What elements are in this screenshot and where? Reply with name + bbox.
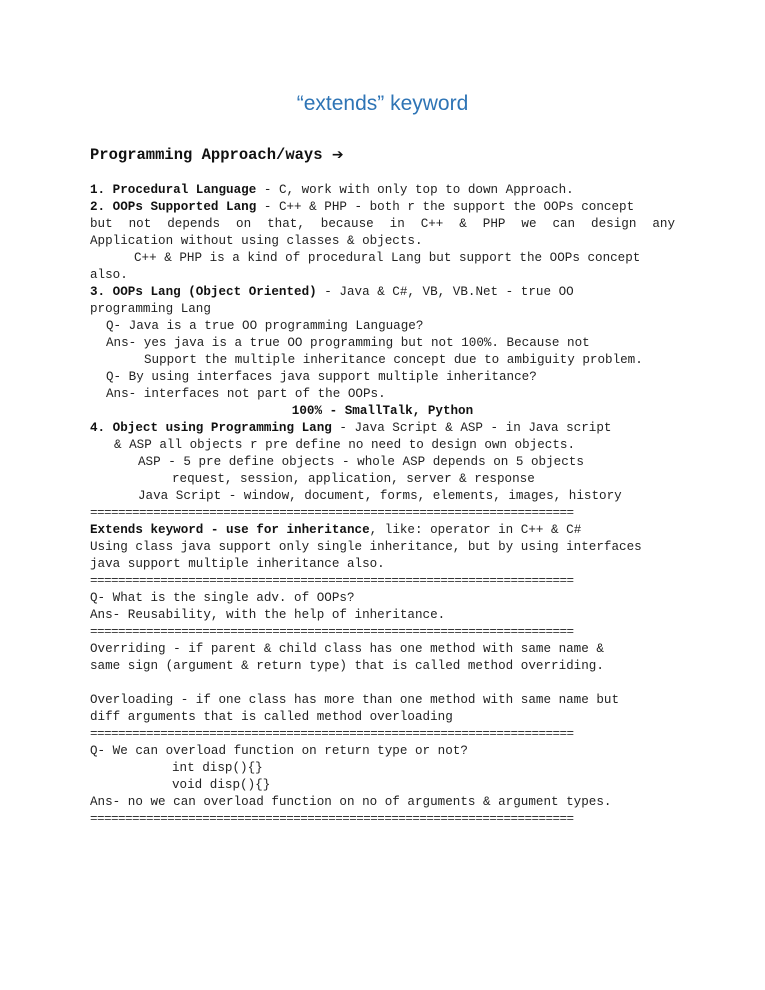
- approach-3-title: 3. OOPs Lang (Object Oriented): [90, 285, 317, 299]
- separator-line: =====================================================================: [90, 727, 574, 741]
- centered-note: 100% - SmallTalk, Python: [291, 404, 474, 418]
- answer-line: Ans- no we can overload function on no of arguments & argument types.: [90, 795, 612, 809]
- question-line: Q- By using interfaces java support multiple inheritance?: [106, 370, 537, 384]
- approach-1-text: - C, work with only top to down Approach.: [256, 183, 574, 197]
- approach-1-title: 1. Procedural Language: [90, 183, 257, 197]
- approach-4-text: - Java Script & ASP - in Java script: [331, 421, 612, 435]
- code-line: void disp(){}: [172, 778, 271, 792]
- text-line: ASP - 5 pre define objects - whole ASP depends on 5 objects: [138, 455, 584, 469]
- text-line: but not depends on that, because in C++ & PHP we can design any: [90, 217, 675, 231]
- separator-line: =====================================================================: [90, 625, 574, 639]
- text-line: Application without using classes & objects.: [90, 234, 423, 248]
- approach-2-text: - C++ & PHP - both r the support the OOPs concept: [256, 200, 635, 214]
- extends-text: , like: operator in C++ & C#: [369, 523, 582, 537]
- text-line: java support multiple inheritance also.: [90, 557, 385, 571]
- answer-line: Ans- yes java is a true OO programming but not 100%. Because not: [106, 336, 590, 350]
- approach-4-title: 4. Object using Programming Lang: [90, 421, 332, 435]
- approach-2-title: 2. OOPs Supported Lang: [90, 200, 257, 214]
- blank-line: [90, 675, 675, 692]
- text-line: & ASP all objects r pre define no need to design own objects.: [114, 438, 576, 452]
- overloading-line: Overloading - if one class has more than one method with same name but: [90, 693, 620, 707]
- separator-line: =====================================================================: [90, 506, 574, 520]
- overriding-line: same sign (argument & return type) that is called method overriding.: [90, 659, 604, 673]
- extends-title: Extends keyword - use for inheritance: [90, 523, 370, 537]
- extends-definition: [90, 522, 675, 539]
- code-line: int disp(){}: [172, 761, 263, 775]
- question-line: Q- Java is a true OO programming Language?: [106, 319, 424, 333]
- document-body: [90, 182, 675, 828]
- section-heading: [90, 146, 344, 164]
- approach-1: [90, 182, 675, 199]
- page-title: “extends” keyword: [296, 92, 469, 115]
- approach-3: [90, 284, 675, 301]
- text-line: C++ & PHP is a kind of procedural Lang but support the OOPs concept: [134, 251, 641, 265]
- overloading-line: diff arguments that is called method overloading: [90, 710, 453, 724]
- answer-line: Ans- Reusability, with the help of inheritance.: [90, 608, 446, 622]
- text-line: Java Script - window, document, forms, elements, images, history: [138, 489, 622, 503]
- overriding-line: Overriding - if parent & child class has one method with same name &: [90, 642, 604, 656]
- heading-text: Programming Approach/ways: [90, 146, 323, 164]
- text-line: request, session, application, server & response: [172, 472, 535, 486]
- separator-line: =====================================================================: [90, 574, 574, 588]
- question-line: Q- We can overload function on return type or not?: [90, 744, 468, 758]
- text-line: also.: [90, 268, 128, 282]
- answer-line: Support the multiple inheritance concept due to ambiguity problem.: [144, 353, 643, 367]
- approach-3-text: - Java & C#, VB, VB.Net - true OO: [316, 285, 574, 299]
- question-line: Q- What is the single adv. of OOPs?: [90, 591, 355, 605]
- approach-2: [90, 199, 675, 216]
- approach-4: [90, 420, 675, 437]
- text-line: Using class java support only single inheritance, but by using interfaces: [90, 540, 642, 554]
- text-line: programming Lang: [90, 302, 211, 316]
- separator-line: =====================================================================: [90, 812, 574, 826]
- arrow-icon: ➔: [331, 147, 344, 163]
- answer-line: Ans- interfaces not part of the OOPs.: [106, 387, 386, 401]
